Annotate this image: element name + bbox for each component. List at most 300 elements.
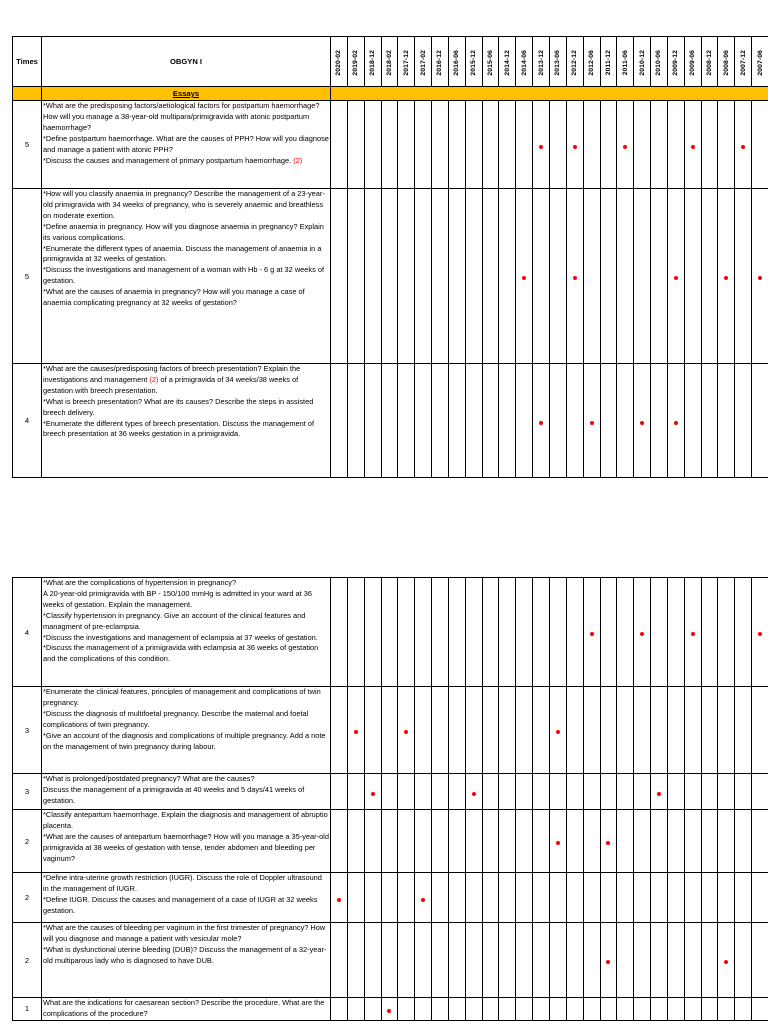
year-header-2015-12 [465, 37, 482, 87]
year-cell-2013-06 [549, 578, 566, 687]
question-text [42, 364, 331, 478]
year-cell-2017-02 [415, 923, 432, 998]
year-cell-2018-12 [364, 189, 381, 364]
year-cell-2016-06 [448, 810, 465, 873]
year-cell-2011-12 [600, 101, 617, 189]
year-cell-2017-12 [398, 873, 415, 923]
year-cell-2013-12 [533, 364, 550, 478]
year-cell-2018-02 [381, 810, 398, 873]
year-cell-2014-12 [499, 101, 516, 189]
asked-marker [606, 960, 610, 964]
year-cell-2016-12 [432, 774, 449, 810]
year-cell-2008-12 [701, 101, 718, 189]
year-header-2020-02 [331, 37, 348, 87]
year-cell-2015-06 [482, 578, 499, 687]
year-cell-2018-02 [381, 774, 398, 810]
year-cell-2018-12 [364, 578, 381, 687]
year-cell-2007-06 [752, 810, 768, 873]
year-cell-2020-02 [331, 687, 348, 774]
year-cell-2014-12 [499, 364, 516, 478]
year-cell-2011-06 [617, 364, 634, 478]
year-cell-2012-12 [566, 101, 583, 189]
year-cell-2013-12 [533, 873, 550, 923]
year-cell-2010-06 [651, 578, 668, 687]
year-cell-2017-02 [415, 189, 432, 364]
asked-marker [556, 730, 560, 734]
year-cell-2009-06 [684, 364, 701, 478]
year-cell-2008-12 [701, 687, 718, 774]
asked-marker [691, 632, 695, 636]
year-cell-2014-06 [516, 687, 533, 774]
question-line: *What are the causes/predisposing factors of breech presentation? Explain the investigations and management (2) of a primigravida of 34 weeks/38 weeks of gestation with breech presentation. [43, 364, 301, 395]
question-line [43, 998, 329, 1020]
asked-marker [404, 730, 408, 734]
year-cell-2008-06 [718, 873, 735, 923]
question-line [43, 222, 329, 244]
question-line [43, 611, 329, 633]
year-header-2018-12 [364, 37, 381, 87]
year-cell-2014-12 [499, 189, 516, 364]
year-cell-2013-12 [533, 810, 550, 873]
year-cell-2014-06 [516, 578, 533, 687]
year-header-2011-06 [617, 37, 634, 87]
year-cell-2017-12 [398, 189, 415, 364]
asked-marker [623, 145, 627, 149]
year-header-2008-12 [701, 37, 718, 87]
year-cell-2015-06 [482, 687, 499, 774]
year-label: 2014-06 [520, 49, 528, 76]
year-label: 2009-06 [689, 49, 697, 76]
question-row [13, 101, 768, 189]
year-cell-2010-06 [651, 101, 668, 189]
year-cell-2018-12 [364, 923, 381, 998]
year-cell-2013-12 [533, 687, 550, 774]
asked-marker [674, 421, 678, 425]
year-cell-2012-06 [583, 101, 600, 189]
year-cell-2008-06 [718, 998, 735, 1021]
year-cell-2015-06 [482, 923, 499, 998]
year-cell-2014-06 [516, 364, 533, 478]
year-cell-2012-12 [566, 810, 583, 873]
year-cell-2007-12 [735, 774, 752, 810]
year-cell-2011-06 [617, 774, 634, 810]
question-text [42, 578, 331, 687]
year-cell-2015-06 [482, 189, 499, 364]
year-cell-2014-12 [499, 810, 516, 873]
year-cell-2012-12 [566, 923, 583, 998]
year-cell-2018-02 [381, 364, 398, 478]
year-cell-2014-12 [499, 774, 516, 810]
year-cell-2015-06 [482, 364, 499, 478]
year-cell-2019-02 [347, 687, 364, 774]
year-cell-2014-06 [516, 873, 533, 923]
year-cell-2019-02 [347, 774, 364, 810]
year-cell-2018-12 [364, 998, 381, 1021]
year-cell-2008-12 [701, 578, 718, 687]
year-cell-2019-02 [347, 873, 364, 923]
year-cell-2009-06 [684, 687, 701, 774]
year-cell-2015-12 [465, 687, 482, 774]
year-cell-2012-06 [583, 923, 600, 998]
asked-marker [556, 841, 560, 845]
year-cell-2016-12 [432, 810, 449, 873]
year-cell-2019-02 [347, 101, 364, 189]
asked-marker [387, 1009, 391, 1013]
year-cell-2008-12 [701, 364, 718, 478]
year-cell-2011-12 [600, 364, 617, 478]
asked-marker [590, 421, 594, 425]
asked-marker [691, 145, 695, 149]
year-cell-2007-06 [752, 364, 768, 478]
question-line-text: *How will you classify anaemia in pregnancy? Describe the management of a 23-year-old primigravida with 34 weeks of pregnancy, who is severely anaemic and breathless on moderate exertion. [43, 189, 325, 220]
year-cell-2016-06 [448, 774, 465, 810]
year-cell-2016-06 [448, 364, 465, 478]
year-cell-2014-12 [499, 923, 516, 998]
question-line-text: *What are the complications of hypertension in pregnancy? [43, 578, 237, 587]
year-cell-2013-12 [533, 189, 550, 364]
year-cell-2011-12 [600, 774, 617, 810]
asked-marker [657, 792, 661, 796]
year-label: 2007-12 [739, 49, 747, 76]
year-cell-2010-12 [634, 189, 651, 364]
year-header-2014-12 [499, 37, 516, 87]
year-cell-2020-02 [331, 578, 348, 687]
question-line [43, 419, 329, 441]
year-cell-2019-02 [347, 810, 364, 873]
year-cell-2010-12 [634, 998, 651, 1021]
year-cell-2016-12 [432, 873, 449, 923]
year-cell-2011-12 [600, 810, 617, 873]
question-line-text: *Enumerate the clinical features, principles of management and complications of twin pregnancy. [43, 687, 321, 707]
asked-marker [758, 632, 762, 636]
year-cell-2018-12 [364, 364, 381, 478]
question-line [43, 397, 329, 419]
question-row [13, 578, 768, 687]
year-cell-2012-06 [583, 364, 600, 478]
times-count: 2 [13, 923, 42, 998]
year-cell-2007-12 [735, 364, 752, 478]
year-cell-2009-06 [684, 774, 701, 810]
year-header-2011-12 [600, 37, 617, 87]
year-cell-2012-06 [583, 578, 600, 687]
year-cell-2020-02 [331, 998, 348, 1021]
question-line [43, 832, 329, 865]
year-cell-2010-06 [651, 810, 668, 873]
year-cell-2008-06 [718, 810, 735, 873]
year-cell-2014-06 [516, 774, 533, 810]
year-cell-2013-06 [549, 810, 566, 873]
year-cell-2012-06 [583, 998, 600, 1021]
year-cell-2014-06 [516, 923, 533, 998]
year-cell-2015-12 [465, 923, 482, 998]
year-cell-2012-12 [566, 873, 583, 923]
year-cell-2007-12 [735, 578, 752, 687]
times-count: 3 [13, 687, 42, 774]
question-text [42, 774, 331, 810]
question-row [13, 923, 768, 998]
year-cell-2019-02 [347, 998, 364, 1021]
question-line [43, 923, 329, 945]
repeat-note: (2) [149, 374, 159, 384]
year-cell-2013-12 [533, 998, 550, 1021]
question-line-text: *Define IUGR. Discuss the causes and management of a case of IUGR at 32 weeks gestation. [43, 894, 318, 915]
question-line-text: *What are the causes of bleeding per vaginum in the first trimester of pregnancy? How will you diagnose and manage a patient with vesicular mole? [43, 923, 326, 943]
year-cell-2010-12 [634, 774, 651, 810]
question-line [43, 774, 329, 785]
asked-marker [337, 898, 341, 902]
year-cell-2012-12 [566, 998, 583, 1021]
year-cell-2016-12 [432, 364, 449, 478]
question-text [42, 189, 331, 364]
year-cell-2016-06 [448, 998, 465, 1021]
year-cell-2008-06 [718, 364, 735, 478]
year-cell-2007-12 [735, 687, 752, 774]
year-cell-2011-12 [600, 189, 617, 364]
year-cell-2008-12 [701, 923, 718, 998]
question-line-text: *Define anaemia in pregnancy. How will you diagnose anaemia in pregnancy? Explain its various complications. [43, 221, 324, 242]
year-cell-2010-12 [634, 810, 651, 873]
year-cell-2016-06 [448, 687, 465, 774]
year-cell-2010-12 [634, 364, 651, 478]
question-line-text: Discuss the management of a primigravida at 40 weeks and 5 days/41 weeks of gestation. [43, 784, 305, 805]
year-label: 2010-12 [638, 49, 646, 76]
year-cell-2017-12 [398, 364, 415, 478]
year-cell-2018-02 [381, 998, 398, 1021]
year-label: 2010-06 [655, 49, 663, 76]
year-cell-2017-02 [415, 101, 432, 189]
question-line-text: *What are the causes of antepartum haemorrhage? How will you manage a 35-year-old primigravida at 38 weeks of gestation with tense, tender abdomen and bleeding per vaginum? [43, 831, 329, 863]
year-cell-2019-02 [347, 189, 364, 364]
year-label: 2019-02 [352, 49, 360, 76]
question-line-text: *Discuss the management of a primigravida with eclampsia at 36 weeks of gestation and the complications of this condition. [43, 643, 319, 664]
year-cell-2015-12 [465, 810, 482, 873]
year-cell-2009-12 [667, 578, 684, 687]
year-cell-2009-06 [684, 873, 701, 923]
question-line [43, 578, 329, 589]
question-row [13, 364, 768, 478]
year-cell-2012-12 [566, 774, 583, 810]
asked-marker [758, 276, 762, 280]
year-header-2019-02 [347, 37, 364, 87]
year-cell-2017-02 [415, 774, 432, 810]
year-cell-2008-12 [701, 998, 718, 1021]
year-cell-2018-12 [364, 101, 381, 189]
year-cell-2013-06 [549, 687, 566, 774]
year-cell-2018-02 [381, 578, 398, 687]
year-cell-2020-02 [331, 923, 348, 998]
year-cell-2020-02 [331, 189, 348, 364]
question-line [43, 945, 329, 967]
year-cell-2009-12 [667, 873, 684, 923]
year-cell-2010-06 [651, 364, 668, 478]
year-cell-2015-12 [465, 873, 482, 923]
year-cell-2018-02 [381, 873, 398, 923]
year-cell-2017-02 [415, 578, 432, 687]
question-line-text: *What is breech presentation? What are its causes? Describe the steps in assisted breech delivery. [43, 396, 314, 417]
year-cell-2014-12 [499, 998, 516, 1021]
question-line-text: *Classify antepartum haemorrhage. Explain the diagnosis and management of abruptio placenta. [43, 810, 328, 830]
year-cell-2007-06 [752, 101, 768, 189]
asked-marker [640, 632, 644, 636]
year-cell-2007-06 [752, 189, 768, 364]
year-cell-2015-12 [465, 364, 482, 478]
year-label: 2015-12 [470, 49, 478, 76]
year-label: 2008-12 [705, 49, 713, 76]
asked-marker [522, 276, 526, 280]
year-cell-2010-06 [651, 189, 668, 364]
year-cell-2007-12 [735, 998, 752, 1021]
year-cell-2015-12 [465, 998, 482, 1021]
question-line [43, 244, 329, 266]
question-row [13, 687, 768, 774]
times-count: 2 [13, 873, 42, 923]
year-label: 2013-06 [554, 49, 562, 76]
year-label: 2017-12 [402, 49, 410, 76]
year-cell-2009-12 [667, 364, 684, 478]
question-line-text: *What are the predisposing factors/aetiological factors for postpartum haemorrhage? How will you manage a 38-year-old multipara/primigravida with atonic postpartum haemorrhage? [43, 101, 320, 132]
asked-marker [573, 276, 577, 280]
year-cell-2014-12 [499, 873, 516, 923]
year-cell-2013-12 [533, 774, 550, 810]
times-count: 5 [13, 189, 42, 364]
question-line [43, 785, 329, 807]
year-header-2007-06 [752, 37, 768, 87]
year-cell-2010-12 [634, 101, 651, 189]
year-cell-2009-12 [667, 998, 684, 1021]
question-line-text: *Discuss the diagnosis of multifoetal pregnancy. Describe the maternal and foetal complications of twin pregnancy. [43, 708, 309, 729]
year-cell-2015-12 [465, 101, 482, 189]
asked-marker [371, 792, 375, 796]
year-cell-2008-06 [718, 189, 735, 364]
year-cell-2013-06 [549, 923, 566, 998]
question-line-text: *What are the causes of anaemia in pregnancy? How will you manage a case of anaemia complicating pregnancy at 32 weeks of gestation? [43, 287, 305, 308]
year-cell-2007-12 [735, 189, 752, 364]
year-cell-2012-06 [583, 774, 600, 810]
year-cell-2017-12 [398, 810, 415, 873]
question-line-text: A 20-year-old primigravida with BP - 150/100 mmHg is admitted in your ward at 36 weeks of gestation. Explain the management. [43, 588, 312, 609]
question-line [43, 873, 329, 895]
year-header-2012-06 [583, 37, 600, 87]
year-cell-2020-02 [331, 873, 348, 923]
question-line [43, 265, 329, 287]
question-line [43, 589, 329, 611]
year-cell-2009-12 [667, 101, 684, 189]
year-label: 2015-06 [487, 49, 495, 76]
year-cell-2010-06 [651, 873, 668, 923]
question-row [13, 873, 768, 923]
year-cell-2013-06 [549, 189, 566, 364]
year-cell-2009-06 [684, 810, 701, 873]
question-line-text: *Enumerate the different types of anaemia. Discuss the management of anaemia in a primigravida at 32 weeks of gestation. [43, 243, 322, 264]
year-cell-2013-06 [549, 873, 566, 923]
question-line-text: *Enumerate the different types of breech presentation. Discuss the management of breech presentation at 36 weeks gestation in a primigravida. [43, 418, 315, 439]
year-header-2007-12 [735, 37, 752, 87]
year-cell-2007-12 [735, 873, 752, 923]
asked-marker [539, 145, 543, 149]
question-line-text: *Define intra-uterine growth restriction (IUGR). Discuss the role of Doppler ultrasound in the management of IUGR. [43, 873, 322, 893]
year-cell-2019-02 [347, 923, 364, 998]
year-cell-2014-06 [516, 189, 533, 364]
year-cell-2010-06 [651, 998, 668, 1021]
times-count: 5 [13, 101, 42, 189]
year-cell-2016-12 [432, 101, 449, 189]
question-line [43, 633, 329, 644]
year-label: 2008-06 [722, 49, 730, 76]
year-cell-2015-06 [482, 810, 499, 873]
year-label: 2018-02 [385, 49, 393, 76]
year-cell-2019-02 [347, 364, 364, 478]
question-text [42, 687, 331, 774]
year-cell-2012-06 [583, 189, 600, 364]
year-cell-2012-12 [566, 364, 583, 478]
times-count: 3 [13, 774, 42, 810]
year-cell-2007-06 [752, 687, 768, 774]
year-label: 2014-12 [503, 49, 511, 76]
year-cell-2011-06 [617, 923, 634, 998]
question-line-text: What are the indications for caesarean section? Describe the procedure. What are the complications of the procedure? [43, 998, 325, 1018]
question-line-text: *What is prolonged/postdated pregnancy? What are the causes? [43, 774, 255, 783]
year-cell-2008-12 [701, 810, 718, 873]
year-cell-2018-02 [381, 923, 398, 998]
year-header-2013-12 [533, 37, 550, 87]
question-line [43, 101, 329, 134]
year-label: 2016-06 [453, 49, 461, 76]
year-cell-2008-12 [701, 774, 718, 810]
question-line-text: *Classify hypertension in pregnancy. Give an account of the clinical features and managment of pre-eclampsia. [43, 610, 306, 631]
year-cell-2011-12 [600, 923, 617, 998]
year-cell-2010-12 [634, 873, 651, 923]
year-cell-2016-12 [432, 578, 449, 687]
times-count: 4 [13, 364, 42, 478]
year-cell-2017-12 [398, 578, 415, 687]
year-header-2016-12 [432, 37, 449, 87]
year-cell-2016-06 [448, 101, 465, 189]
question-line [43, 810, 329, 832]
year-cell-2013-06 [549, 774, 566, 810]
year-cell-2009-12 [667, 923, 684, 998]
asked-marker [741, 145, 745, 149]
year-cell-2008-06 [718, 687, 735, 774]
year-cell-2013-12 [533, 578, 550, 687]
asked-marker [724, 276, 728, 280]
subject-header: OBGYN I [42, 37, 331, 87]
question-line [43, 189, 329, 222]
year-cell-2016-06 [448, 189, 465, 364]
question-line [43, 643, 329, 665]
year-cell-2015-06 [482, 101, 499, 189]
year-cell-2008-12 [701, 873, 718, 923]
year-header-2010-06 [651, 37, 668, 87]
year-cell-2011-06 [617, 873, 634, 923]
year-cell-2015-12 [465, 578, 482, 687]
year-cell-2018-12 [364, 873, 381, 923]
year-label: 2020-02 [335, 49, 343, 76]
year-cell-2016-12 [432, 189, 449, 364]
year-cell-2011-12 [600, 578, 617, 687]
year-cell-2010-06 [651, 774, 668, 810]
year-cell-2015-06 [482, 774, 499, 810]
asked-marker [640, 421, 644, 425]
section-row-essays [13, 87, 768, 101]
question-text [42, 923, 331, 998]
asked-marker [674, 276, 678, 280]
year-label: 2018-12 [369, 49, 377, 76]
year-label: 2013-12 [537, 49, 545, 76]
year-cell-2012-06 [583, 687, 600, 774]
question-text [42, 810, 331, 873]
question-table-1 [12, 36, 768, 478]
year-cell-2007-12 [735, 810, 752, 873]
